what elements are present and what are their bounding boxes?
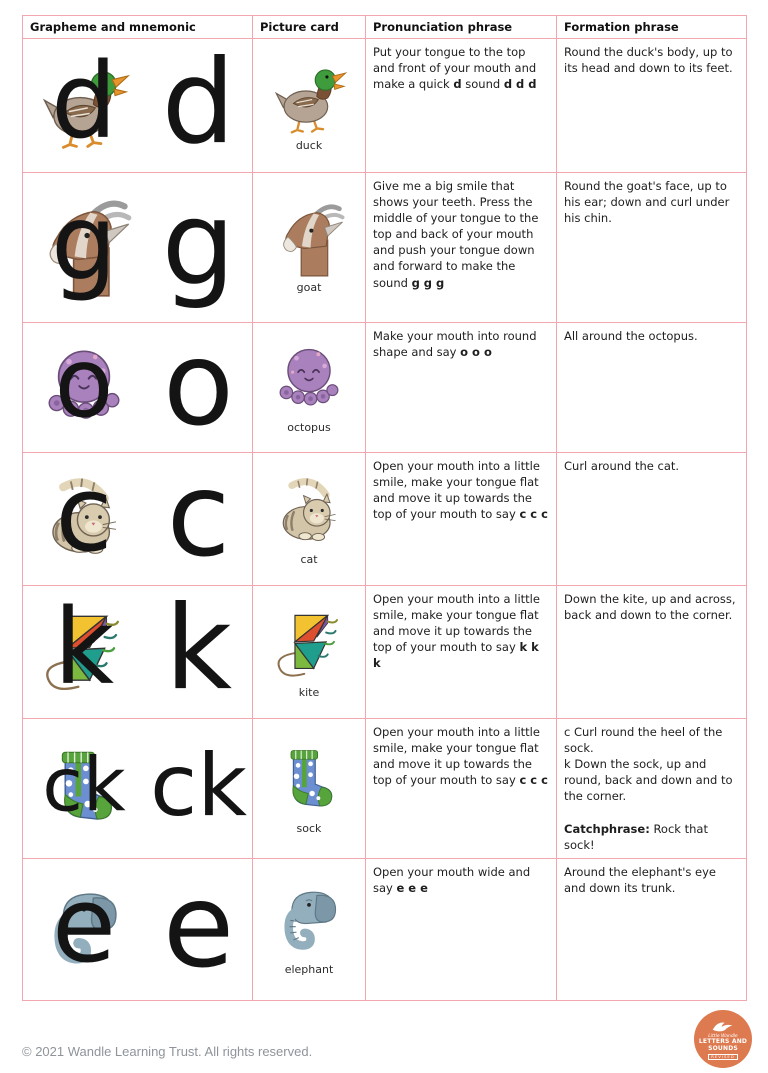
pronunciation-text: Make your mouth into round shape and say o o o — [373, 329, 537, 360]
mnemonic-sock — [23, 719, 145, 858]
logo-revised: REVISED — [708, 1054, 738, 1060]
mnemonic-kite — [23, 586, 145, 718]
grapheme-mnemonic-cell-o — [23, 316, 253, 453]
mnemonic-goat — [23, 173, 145, 322]
pronunciation-text: Open your mouth into a little smile, make your tongue flat and move it up towards the top of your mouth to say k k k — [373, 592, 540, 671]
kite-picture-icon — [270, 606, 348, 684]
formation-text: Around the elephant's eye and down its trunk. — [564, 865, 716, 896]
mnemonic-letter-c: c — [55, 452, 113, 575]
logo-sounds: SOUNDS — [708, 1044, 738, 1052]
grapheme-mnemonic-cell-d — [23, 34, 253, 173]
formation-text: Curl around the cat. — [564, 459, 680, 473]
pronunciation-cell-ck — [366, 719, 557, 859]
picture-label: octopus — [287, 421, 331, 434]
picture-label: elephant — [284, 963, 334, 976]
picture-label: sock — [296, 822, 322, 835]
pronunciation-text: Open your mouth wide and say e e e — [373, 865, 531, 896]
pronunciation-text: Put your tongue to the top and front of your mouth and make a quick d sound d d d — [373, 45, 537, 92]
grapheme-letter-k: k — [164, 581, 233, 716]
col-header-pronunciation-phrase: Pronunciation phrase — [366, 16, 557, 39]
formation-cell-g — [557, 173, 747, 323]
table-row-g — [23, 173, 747, 323]
goat-picture-icon — [270, 201, 348, 279]
header-row — [23, 16, 747, 39]
picture-card-cell-goat — [253, 173, 366, 323]
picture-label: cat — [300, 552, 318, 566]
mnemonic-letter-e: e — [52, 863, 116, 986]
formation-cell-k — [557, 586, 747, 719]
picture-card-cell-cat — [253, 453, 366, 586]
formation-text: All around the octopus. — [564, 329, 698, 343]
picture-label: duck — [295, 139, 323, 152]
mnemonic-letter-d: d — [50, 39, 118, 162]
table-row-c — [23, 453, 747, 586]
col-header-picture-card: Picture card — [253, 16, 366, 39]
pronunciation-cell-g — [366, 173, 557, 323]
grapheme-mnemonic-cell-k — [23, 581, 253, 719]
formation-cell-d — [557, 39, 747, 173]
grapheme-mnemonic-cell-c — [23, 448, 253, 586]
octopus-picture-icon — [270, 341, 348, 419]
grapheme-letters-ck: ck — [149, 735, 248, 836]
grapheme-letter-o: o — [163, 316, 234, 452]
pronunciation-cell-c — [366, 453, 557, 586]
grapheme-letter-g: g — [161, 176, 236, 312]
formation-text: c Curl round the heel of the sock. k Down the sock, up and round, back and down and to the corner. Catchphrase: Rock that sock! — [564, 725, 733, 852]
formation-text: Round the goat's face, up to his ear; down and curl under his chin. — [564, 179, 730, 226]
mnemonic-letter-o: o — [54, 326, 114, 439]
pronunciation-text: Give me a big smile that shows your teeth. Press the middle of your tongue to the top and back of your mouth and push your tongue down and forward to make the sound g g g — [373, 179, 539, 290]
mnemonic-octopus — [23, 323, 145, 452]
mnemonic-letters-ck: ck — [42, 741, 126, 828]
col-header-formation-phrase: Formation phrase — [557, 16, 747, 39]
pronunciation-cell-d — [366, 39, 557, 173]
logo-little-wandle: Little Wandle — [708, 1033, 738, 1039]
elephant-picture-icon — [270, 883, 348, 961]
col-header-grapheme-mnemonic: Grapheme and mnemonic — [23, 16, 253, 39]
picture-card-cell-octopus — [253, 323, 366, 453]
sock-picture-icon — [270, 742, 348, 820]
bird-icon — [709, 1018, 737, 1033]
grapheme-letter-d: d — [161, 34, 236, 170]
pronunciation-cell-e — [366, 859, 557, 1001]
grapheme-mnemonic-cell-g — [23, 173, 253, 323]
table-row-k — [23, 586, 747, 719]
grapheme-mnemonic-cell-ck — [23, 719, 253, 859]
formation-cell-e — [557, 859, 747, 1001]
pronunciation-cell-k — [366, 586, 557, 719]
formation-text: Down the kite, up and across, back and down to the corner. — [564, 592, 736, 623]
formation-cell-o — [557, 323, 747, 453]
grapheme-letter-e: e — [162, 858, 235, 994]
copyright-text: © 2021 Wandle Learning Trust. All rights reserved. — [22, 1044, 313, 1059]
mnemonic-cat — [23, 453, 145, 585]
formation-text: Round the duck's body, up to its head and down to its feet. — [564, 45, 733, 76]
pronunciation-text: Open your mouth into a little smile, make your tongue flat and move it up towards the top of your mouth to say c c c — [373, 459, 548, 522]
pronunciation-text: Open your mouth into a little smile, make your tongue flat and move it up towards the top of your mouth to say c c c — [373, 725, 548, 788]
picture-label: kite — [298, 685, 320, 699]
cat-picture-icon — [270, 473, 348, 551]
formation-cell-ck — [557, 719, 747, 859]
picture-card-cell-kite — [253, 586, 366, 719]
duck-picture-icon — [270, 59, 348, 137]
table-row-d — [23, 39, 747, 173]
pronunciation-cell-o — [366, 323, 557, 453]
formation-cell-c — [557, 453, 747, 586]
mnemonic-letter-g: g — [50, 181, 118, 304]
letters-and-sounds-logo — [694, 1010, 752, 1068]
grapheme-letter-c: c — [166, 448, 231, 583]
table-row-o — [23, 323, 747, 453]
picture-card-cell-sock — [253, 719, 366, 859]
table-row-e — [23, 859, 747, 1001]
grapheme-mnemonic-cell-e — [23, 859, 253, 1001]
phonics-table — [22, 15, 747, 1001]
mnemonic-letter-k: k — [53, 585, 115, 708]
picture-card-cell-elephant — [253, 859, 366, 1001]
logo-letters-and: LETTERS AND — [698, 1037, 748, 1045]
mnemonic-elephant — [23, 859, 145, 1000]
table-row-ck — [23, 719, 747, 859]
mnemonic-duck — [23, 39, 145, 172]
picture-label: goat — [296, 281, 322, 294]
picture-card-cell-duck — [253, 39, 366, 173]
